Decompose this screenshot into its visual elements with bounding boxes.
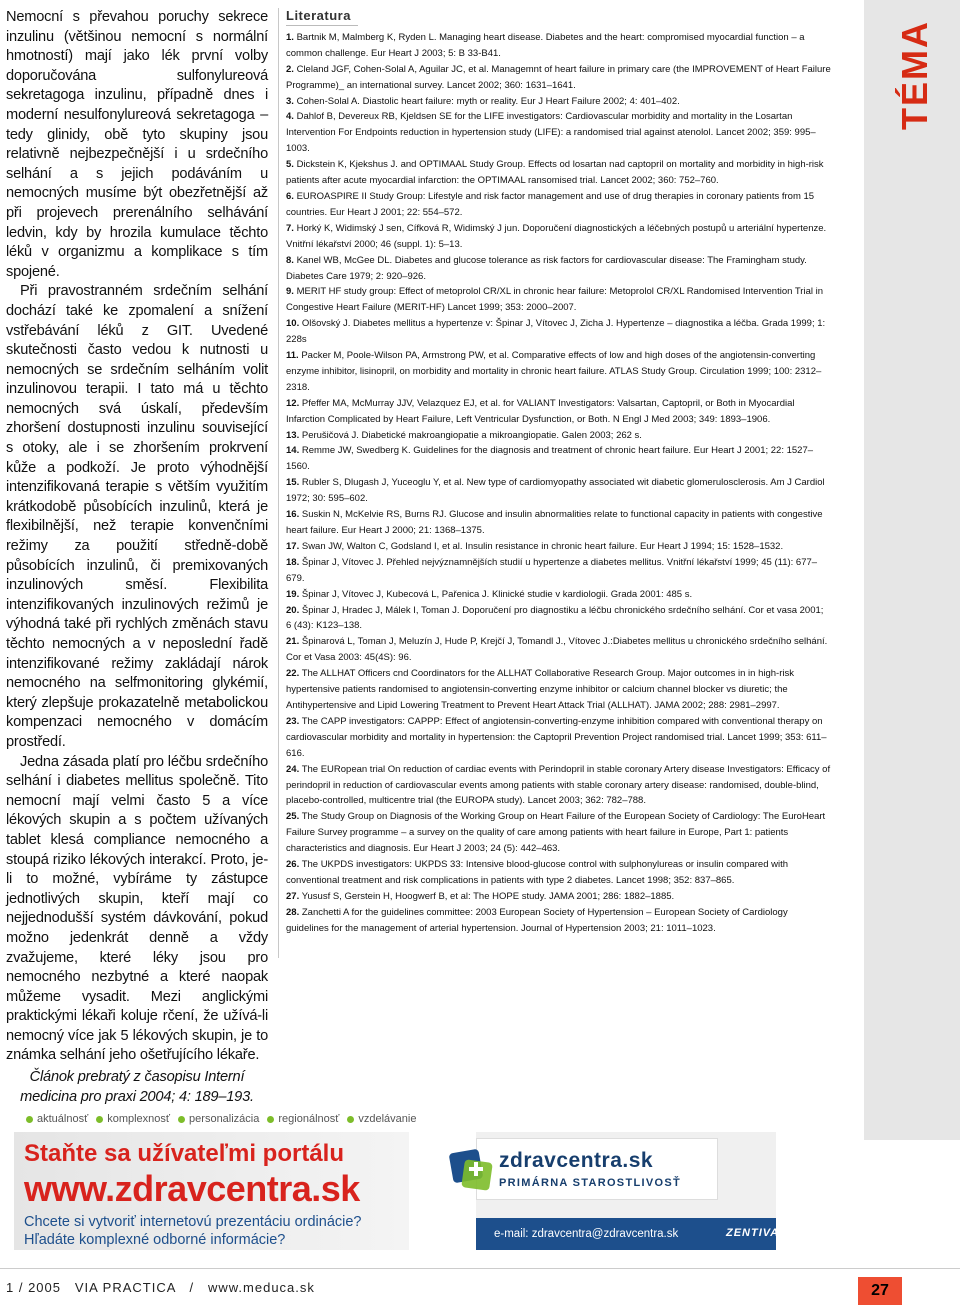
reference-number: 22. — [286, 668, 300, 680]
reference-number: 15. — [286, 477, 300, 489]
reference-item — [286, 555, 831, 587]
reference-text: The CAPP investigators: CAPPP: Effect of angiotensin-converting-enzyme inhibition compared with conventional therapy on cardiovascular morbidity and mortality in hypertension: the Captopril Prevention Project randomised trial. Lancet 1999; 353: 611–616. — [286, 715, 827, 759]
reference-text: Yususf S, Gerstein H, Hoogwerf B, et al: The HOPE study. JAMA 2001; 286: 1882–1885. — [301, 890, 675, 902]
reference-text: Dahlof B, Devereux RB, Kjeldsen SE for the LIFE investigators: Cardiovascular morbidity and mortality in the Losartan Intervention For Endpoints reduction in hypertension study (LIFE): a randomised trial against atenolol. Lancet 2002; 359: 995–1003. — [286, 111, 816, 155]
reference-text: Suskin N, McKelvie RS, Burns RJ. Glucose and insulin abnormalities relate to functional capacity in patients with congestive heart failure. Eur Heart J 2000; 21: 1368–1375. — [286, 509, 823, 536]
reference-text: The EURopean trial On reduction of cardiac events with Perindopril in stable coronary Artery disease Investigators: Efficacy of perindopril in reduction of cardiovascular events among patients with stable coronary artery disease: randomised, double-blind, placebo-controlled, multicentre trial (the EUROPA study). Lancet 2003; 362: 782–788. — [286, 763, 831, 807]
bullet-icon — [178, 1116, 185, 1123]
reference-number: 5. — [286, 159, 294, 171]
reference-text: Cohen-Solal A. Diastolic heart failure: myth or reality. Eur J Heart Failure 2002; 4: 401–402. — [296, 95, 680, 107]
reference-text: Kanel WB, McGee DL. Diabetes and glucose tolerance as risk factors for cardiovascular disease: The Framingham study. Diabetes Care 1979; 2: 920–926. — [286, 254, 807, 282]
reference-text: Packer M, Poole-Wilson PA, Armstrong PW, et al. Comparative effects of low and high doses of the angiotensin-converting enzyme inhibitor, lisinopril, on morbidity and mortality in chronic heart failure. ATLAS Study Group. Circulation 1999; 100: 2312–2318. — [286, 350, 822, 393]
reference-number: 25. — [286, 811, 300, 823]
logo-tagline: PRIMÁRNA STAROSTLIVOSŤ — [499, 1177, 681, 1189]
reference-text: Olšovský J. Diabetes mellitus a hypertenze v: Špinar J, Vítovec J, Zicha J. Hypertenze – diagnostika a léčba. Grada 1999; 1: 228s — [286, 318, 826, 346]
reference-item — [286, 253, 831, 285]
footer-text: 1 / 2005 VIA PRACTICA / www.meduca.sk — [6, 1280, 315, 1295]
reference-text: Špinar J, Hradec J, Málek I, Toman J. Doporučení pro diagnostiku a léčbu chronického srdečního selhání. Cor et vasa 2001; 6 (43): K123–138. — [286, 604, 824, 632]
reference-item — [286, 189, 831, 221]
reference-list — [286, 30, 831, 937]
reference-item — [286, 857, 831, 889]
reference-number: 6. — [286, 190, 294, 202]
reference-text: Perušičová J. Diabetické makroangiopatie a mikroangiopatie. Galen 2003; 262 s. — [301, 429, 642, 441]
reference-text: Swan JW, Walton C, Godsland I, et al. Insulin resistance in chronic heart failure. Eur Heart J 1994; 15: 1528–1532. — [301, 540, 784, 552]
reference-number: 20. — [286, 604, 300, 616]
reference-number: 19. — [286, 588, 300, 600]
reference-item — [286, 157, 831, 189]
reference-item — [286, 507, 831, 539]
ad-tag: vzdelávanie — [347, 1113, 416, 1125]
section-side-bar — [864, 0, 960, 1140]
reference-text: Horký K, Widimský J sen, Cífková R, Widimský J jun. Doporučení diagnostických a léčebných postupů u arteriální hypertenze. Vnitřní lékařství 2000; 46 (suppl. 1): 5–13. — [286, 222, 827, 250]
reference-number: 7. — [286, 222, 294, 234]
sponsor-brand: ZENTIVA — [726, 1227, 780, 1239]
paragraph: Jedna zásada platí pro léčbu srdečního selhání i diabetes mellitus společně. Tito nemocní mají velmi často 5 a více lékových skupin a s počtem užívaných tablet klesá compliance nemocného a stoupá riziko lékových interakcí. Proto, je-li to možné, vybíráme ty zástupce jednotlivých skupin, kteří mají co nejjednodušší systém dávkování, pokud možno jedenkrát denně a vždy zvažujeme, které léky jsou pro nemocného nezbytné a které naopak můžeme vysadit. Mezi anglickými praktickými lékaři koluje rčení, že užívá-li nemocný více jak 5 lékových skupin, je to známka selhání jeho ošetřujícího lékaře. — [6, 753, 268, 1064]
reference-item — [286, 30, 831, 62]
reference-item — [286, 666, 831, 714]
reference-text: MERIT HF study group: Effect of metoprolol CR/XL in chronic hear failure: Metoprolol CR/XL Randomised Intervention Trial in Congestive Heart Failure (MERIT-HF) Lancet 1999; 353: 2000–2007. — [286, 286, 824, 314]
reference-text: Dickstein K, Kjekshus J. and OPTIMAAL Study Group. Effects od losartan nad captopril on mortality and morbidity in high-risk patients after acute myocardial infarction: the OPTIMAAL ransomised trial. Lancet 2002; 360: 752–760. — [286, 159, 824, 187]
reference-item — [286, 443, 831, 475]
page-number: 27 — [858, 1277, 902, 1305]
bullet-icon — [96, 1116, 103, 1123]
reference-number: 13. — [286, 429, 300, 441]
reference-text: Cleland JGF, Cohen-Solal A, Aguilar JC, et al. Managemnt of heart failure in primary care (the IMPROVEMENT of Heart Failure Programme)_ an international survey. Lancet 2002; 360: 1631–1641. — [286, 63, 831, 91]
reference-item — [286, 475, 831, 507]
source-citation: Článok prebratý z časopisu Interní medicina pro praxi 2004; 4: 189–193. — [20, 1069, 254, 1105]
literature-section — [286, 8, 831, 937]
reference-item — [286, 905, 831, 937]
reference-item — [286, 714, 831, 762]
reference-item — [286, 94, 831, 110]
section-label: TÉMA — [894, 20, 935, 130]
ad-url-link[interactable]: www.zdravcentra.sk — [24, 1168, 360, 1209]
reference-item — [286, 428, 831, 444]
reference-number: 1. — [286, 31, 294, 43]
reference-number: 12. — [286, 397, 300, 409]
reference-number: 8. — [286, 254, 294, 266]
reference-item — [286, 587, 831, 603]
reference-text: Zanchetti A for the guidelines committee: 2003 European Society of Hypertension – European Society of Cardiology guidelines for the management of arterial hypertension. Journal of Hypertension 2003; 21: 1011–1023. — [286, 906, 788, 934]
reference-text: Špinar J, Vítovec J, Kubecová L, Pařenica J. Klinické studie v kardiologii. Grada 2001: 485 s. — [301, 588, 693, 600]
reference-text: The UKPDS investigators: UKPDS 33: Intensive blood-glucose control with sulphonylureas or insulin compared with conventional treatment and risk complications in patients with type 2 diabetes. Lancet 1998; 352: 837–865. — [286, 859, 789, 886]
ad-email-link[interactable]: e-mail: zdravcentra@zdravcentra.sk — [494, 1228, 679, 1240]
reference-number: 4. — [286, 111, 294, 123]
reference-number: 18. — [286, 556, 300, 568]
reference-number: 2. — [286, 63, 294, 75]
reference-item — [286, 889, 831, 905]
reference-text: Remme JW, Swedberg K. Guidelines for the diagnosis and treatment of chronic heart failure. Eur Heart J 2001; 22: 1527–1560. — [286, 445, 814, 473]
ad-question-2: Hľadáte komplexné odborné informácie? — [24, 1232, 286, 1248]
reference-item — [286, 221, 831, 253]
ad-tag: komplexnosť — [96, 1113, 170, 1125]
logo-name: zdravcentra.sk — [499, 1149, 654, 1172]
ad-tag: aktuálnosť — [26, 1113, 88, 1125]
ad-contact-strip — [476, 1218, 780, 1250]
reference-text: Špinar J, Vítovec J. Přehled nejvýznamnějších studií u hypertenze a diabetes mellitus. Vnitřní lékařství 1999; 45 (11): 677–679. — [286, 556, 818, 584]
reference-number: 11. — [286, 350, 299, 362]
paragraph: Při pravostranném srdečním selhání dochází také ke zpomalení a snížení vstřebávání léků z GIT. Uvedené skutečnosti často vedou k nutnosti u nemocných se srdečním selháním volit inzulinovou terapii. I tato má u těchto nemocných svá úskalí, především zhoršení dostupnosti inzulinu související s otoky, ale i se zhoršením prokrvení kůže a podkoží. Je proto výhodnější intenzifikovaná terapie s větším využitím krátkodobě působících inzulinů, která je flexibilnější, než terapie konvenčními režimy za použití středně-době působících inzulinů, či premixovaných inzulinových směsí. Flexibilita intenzifikovaných inzulinových režimů je výhodná také při rychlých změnách stavu těchto nemocných a v neposlední řadě intenzifikované režimy zakládají nárok nemocného na selfmonitoring glykémií, který zlepšuje prokazatelně metabolickou kompenzaci nemocného v domácím prostředí. — [6, 283, 268, 750]
reference-item — [286, 284, 831, 316]
reference-item — [286, 316, 831, 348]
bullet-icon — [26, 1116, 33, 1123]
paragraph: Nemocní s převahou poruchy sekrece inzulinu (většinou nemocní s normální hmotností) mají jako lék první volby doporučována sulfonylureová sekretagoga inzulinu, případně dnes i moderní nesulfonylureová sekretagoga – tedy glinidy, obě tyto skupiny jsou relativně nejbezpečnější i u srdečního selhání a s jejich podáváním u nemocných musíme být obezřetnější až při projevech prerenálního selhávání ledvin, kdy by hrozila kumulace těchto léků v organizmu a komplikace s tím spojené. — [6, 9, 268, 280]
reference-number: 3. — [286, 95, 294, 107]
literature-title: Literatura — [286, 8, 358, 26]
reference-item — [286, 109, 831, 157]
reference-item — [286, 603, 831, 635]
reference-item — [286, 62, 831, 94]
bullet-icon — [267, 1116, 274, 1123]
reference-text: The ALLHAT Officers cnd Coordinators for the ALLHAT Collaborative Research Group. Major outcomes in in high-risk hypertensive patients randomised to angiotensin-converting enzyme inhibitor or calcium channel blocker vs diuretic; the Antihypertensive and Lipid Lowering Treatment to Prevent Heart Attack Trial (ALLHAT). JAMA 2002; 288: 2981–2997. — [286, 668, 794, 711]
reference-item — [286, 396, 831, 428]
reference-text: Špinarová L, Toman J, Meluzín J, Hude P, Krejčí J, Tomandl J., Vítovec J.:Diabetes mellitus u chronického srdečního selhání. Cor et Vasa 2003: 45(4S): 96. — [286, 636, 828, 664]
reference-number: 14. — [286, 445, 300, 457]
ad-tag: regionálnosť — [267, 1113, 339, 1125]
reference-number: 26. — [286, 859, 300, 871]
reference-text: EUROASPIRE II Study Group: Lifestyle and risk factor management and use of drug therapies in coronary patients from 15 countries. Eur Heart J 2001; 22: 554–572. — [286, 190, 815, 218]
column-divider — [278, 8, 279, 958]
reference-number: 28. — [286, 906, 300, 918]
reference-item — [286, 809, 831, 857]
reference-item — [286, 762, 831, 810]
ad-tags — [26, 1113, 416, 1125]
ad-question-1: Chcete si vytvoriť internetovú prezentáciu ordinácie? — [24, 1214, 362, 1230]
bullet-icon — [347, 1116, 354, 1123]
reference-item — [286, 634, 831, 666]
reference-text: Bartnik M, Malmberg K, Ryden L. Managing heart disease. Diabetes and the heart: compromised myocardial function – a common challenge. Eur Heart J 2003; 5: B 33-B41. — [286, 31, 805, 59]
reference-number: 24. — [286, 763, 300, 775]
reference-item — [286, 539, 831, 555]
reference-number: 9. — [286, 286, 294, 298]
reference-number: 21. — [286, 636, 300, 648]
ad-logo-panel — [476, 1132, 780, 1250]
ad-heading: Staňte sa užívateľmi portálu — [24, 1140, 344, 1167]
reference-number: 10. — [286, 318, 300, 330]
advertisement[interactable] — [14, 1108, 840, 1250]
reference-text: Pfeffer MA, McMurray JJV, Velazquez EJ, et al. for VALIANT Investigators: Valsartan, Captopril, or Both in Myocardial Infarction Complicated by Heart Failure, Left Ventricular Dysfunction, or Both. N Engl J Med 2003; 349: 1893–1906. — [286, 397, 795, 425]
article-body — [6, 8, 268, 1107]
logo — [476, 1138, 718, 1200]
zdravcentra-logo-icon — [449, 1145, 495, 1195]
reference-text: Rubler S, Dlugash J, Yuceoglu Y, et al. New type of cardiomyopathy associated wit diabetic glomerulosclerosis. Am J Cardiol 1972; 30: 595–602. — [286, 477, 825, 505]
reference-number: 23. — [286, 715, 300, 727]
ad-promo-panel — [14, 1132, 409, 1250]
reference-number: 27. — [286, 890, 300, 902]
footer-divider — [0, 1268, 960, 1269]
reference-text: The Study Group on Diagnosis of the Working Group on Heart Failure of the European Society of Cardiology: The EuroHeart Failure Survey programme – a survey on the quality of care among patients with heart failure in Europe, Part 1: patients characteristics and diagnosis. Eur Heart J 2003; 24 (5): 442–463. — [286, 811, 826, 855]
ad-tag: personalizácia — [178, 1113, 259, 1125]
reference-number: 16. — [286, 509, 300, 521]
reference-item — [286, 348, 831, 396]
reference-number: 17. — [286, 540, 300, 552]
